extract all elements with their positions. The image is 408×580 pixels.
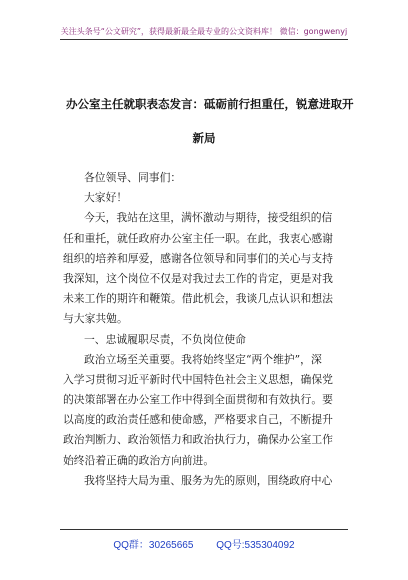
body-line: 政治判断力、政治领悟力和政治执行力，确保办公室工作 xyxy=(63,433,333,447)
body-line: 政治立场至关重要。我将始终坚定“两个维护”，深 xyxy=(84,352,322,366)
body-line: 任和重托，就任政府办公室主任一职。在此，我衷心感谢 xyxy=(63,231,333,245)
document-title-line-2: 新局 xyxy=(192,131,216,145)
body-line: 以高度的政治责任感和使命感，严格要求自己，不断提升 xyxy=(63,413,333,427)
body-line: 我深知，这个岗位不仅是对我过去工作的肯定，更是对我 xyxy=(63,271,333,285)
footer-qq-number: QQ号:535304092 xyxy=(216,540,295,551)
footer-divider xyxy=(60,529,348,530)
footer-qq-group: QQ群：30265665 xyxy=(113,540,194,551)
body-line: 与大家共勉。 xyxy=(63,312,128,326)
body-line: 大家好！ xyxy=(84,191,128,205)
body-line: 的决策部署在办公室工作中得到全面贯彻和有效执行。要 xyxy=(63,393,333,407)
body-line: 我将坚持大局为重、服务为先的原则，围绕政府中心 xyxy=(84,473,333,487)
body-line: 入学习贯彻习近平新时代中国特色社会主义思想，确保党 xyxy=(63,372,333,386)
body-line: 未来工作的期许和鞭策。借此机会，我谈几点认识和想法 xyxy=(63,292,333,306)
body-line: 一、忠诚履职尽责，不负岗位使命 xyxy=(84,332,246,346)
body-line: 始终沿着正确的政治方向前进。 xyxy=(63,453,215,467)
header-promo-note: 关注头条号“公文研究”，获得最新最全最专业的公文资料库！ 微信：gongwenyj xyxy=(60,27,348,36)
document-body xyxy=(63,168,345,491)
body-line: 组织的培养和厚爱，感谢各位领导和同事们的关心与支持 xyxy=(63,251,333,265)
header-divider xyxy=(60,39,348,40)
document-title-line-1: 办公室主任就职表态发言：砥砺前行担重任，锐意进取开 xyxy=(66,97,354,111)
body-line: 各位领导、同事们： xyxy=(84,171,182,184)
footer-contact xyxy=(0,536,408,551)
body-line: 今天，我站在这里，满怀激动与期待，接受组织的信 xyxy=(84,211,333,225)
